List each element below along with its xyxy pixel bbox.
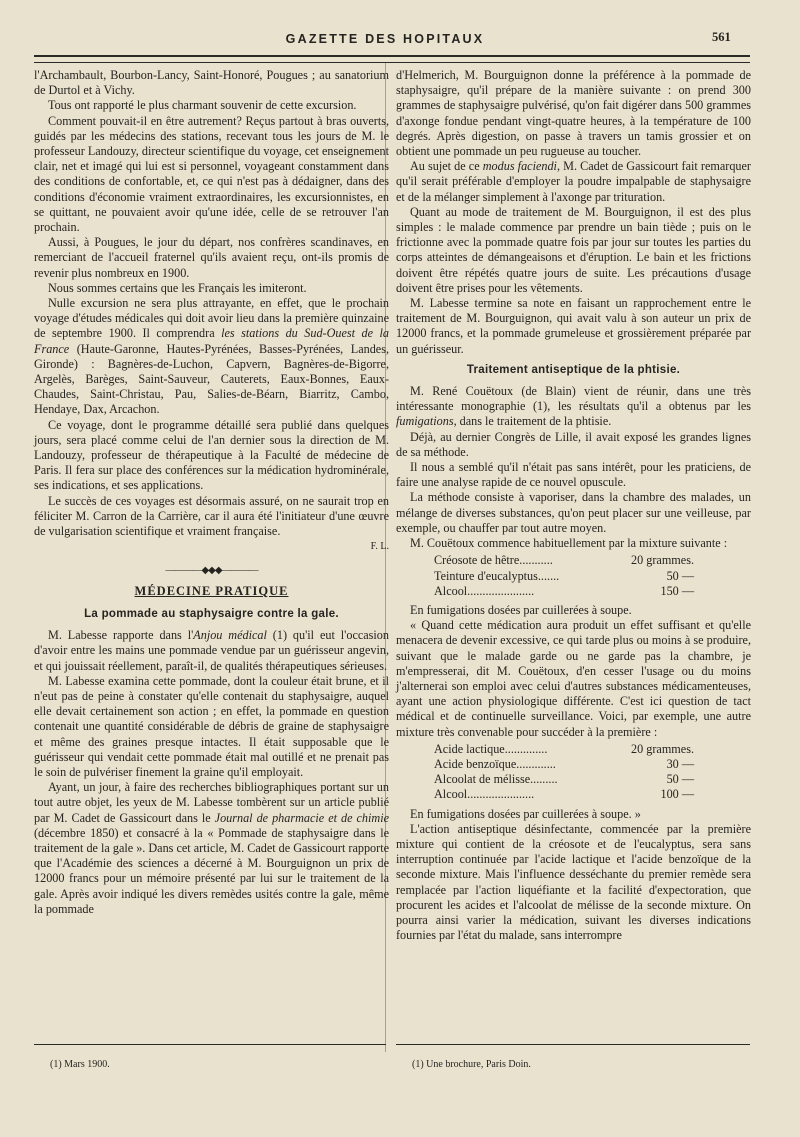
paragraph (396, 384, 751, 430)
text-run: Au sujet de ce (410, 159, 483, 174)
formula-row (434, 569, 694, 584)
paragraph: La méthode consiste à vaporiser, dans la chambre des malades, un mélange de diverses substances, qu'on peut placer sur une veilleuse, par exemple, ou chauffer par tout autre moyen. (396, 490, 751, 535)
header-rule (34, 55, 750, 63)
ingredient-name: Alcoolat de mélisse......... (434, 772, 558, 787)
paragraph: En fumigations dosées par cuillerées à soupe. (410, 602, 632, 617)
ingredient-name: Acide benzoïque............. (434, 756, 556, 771)
formula-row (434, 553, 694, 568)
paragraph: Comment pouvait-il en être autrement? Reçus partout à bras ouverts, guidés par les médecins des stations, recevant tous les jours de M. le professeur Landouzy, directeur scientifique du voyage, cet enseignement clair, net et imagé qui lui est si personnel, voyageant constamment dans des conditions de confortable, et, ce qui n'est pas à dédaigner, dans des conditions d'économie vraiment extraordinaires, les excursionnistes, en se quittant, ne pouvaient avoir qu'une idée, celle de se retrouver l'an prochain. (34, 113, 389, 235)
ingredient-name: Alcool...................... (434, 583, 535, 598)
ingredient-name: Créosote de hêtre........... (434, 553, 553, 568)
paragraph: En fumigations dosées par cuillerées à soupe. » (410, 806, 641, 821)
text-run: (Haute-Garonne, Hautes-Pyrénées, Basses-Pyrénées, Landes, Gironde) : Bagnères-de-Luchon, Capvern, Bagnères-de-Bigorre, Argelès, Barèges, Saint-Sauveur, Cauterets, Eaux-Bonnes, Eaux-Chaudes, Saint-Christau, Pau, Salies-de-Béarn, Biarritz, Cambo, Hendaye, Dax, Arcachon. (34, 341, 389, 417)
formula-row (434, 772, 694, 787)
ingredient-name: Acide lactique.............. (434, 741, 548, 756)
ingredient-quantity: 50 — (666, 568, 694, 583)
paragraph: M. Labesse examina cette pommade, dont la couleur était brune, et il n'eut pas de peine à constater qu'elle contenait du staphysaigre, auquel elle devait certainement son action ; en effet, la pommade en question contenait une quantité considérable de débris de graine de staphysaigre et même des graines presque intactes. Il était supposable que le guérisseur qui vendait cette pommade était mal outillé et ne prenait pas le soin de pulvériser finement la graine qu'il employait. (34, 673, 389, 779)
ingredient-quantity: 30 — (666, 756, 694, 771)
formula-row (434, 742, 694, 757)
paragraph: Ce voyage, dont le programme détaillé sera publié dans quelques jours, sera placé comme celui de l'an dernier sous la direction de M. Landouzy, professeur de thérapeutique à la Faculté de médecine de Paris. Il fera sur place des conférences sur la médication hydrominérale, ses indications, et ses applications. (34, 417, 389, 493)
paragraph (34, 780, 389, 917)
formula-row (434, 787, 694, 802)
text-run: Nulle excursion ne sera plus attrayante, en effet, que le prochain voyage d'études médicales qui doit avoir lieu dans la première quinzaine de septembre 1900. Il comprendra (34, 296, 389, 341)
italic-text: Anjou médical (193, 628, 267, 643)
paragraph (34, 296, 389, 418)
page-header (0, 30, 800, 50)
ingredient-quantity: 50 — (666, 772, 694, 787)
paragraph: « Quand cette médication aura produit un effet suffisant et qu'elle menacera de devenir excessive, ce qui tarde plus ou moins à se produire, suivant que le malade garde ou ne garde pas la chambre, je m'empresserai, dit M. Couëtoux, d'en cesser l'usage ou du moins j'alternerai son emploi avec celui d'autres substances médicamenteuses, ayant une action physiologique différente. C'est ici question de tact médical et de continuelle surveillance. Voici, par exemple, une autre mixture très convenable pour succéder à la première : (396, 618, 751, 739)
footnote-rule-left (34, 1044, 386, 1045)
text-run: (1) qu'il eut l'occasion d'avoir entre les mains une pommade vendue par un guérisseur angevin, et qui jouissait réellement, paraît-il, de qualités thérapeutiques sérieuses. (34, 628, 389, 673)
paragraph: Il nous a semblé qu'il n'était pas sans intérêt, pour les praticiens, de faire une analyse rapide de ce nouvel opuscule. (396, 460, 751, 490)
text-run: M. René Couëtoux (de Blain) vient de réunir, dans une très intéressante monographie (1), les résultats qu'il a obtenus par les (396, 384, 751, 414)
ingredient-quantity: 20 grammes. (631, 741, 694, 756)
paragraph: L'action antiseptique désinfectante, commencée par la première mixture qui contient de la créosote et de l'eucalyptus, sera sans interruption continuée par l'acide lactique et l'acide benzoïque de la seconde mixture. Mais l'influence desséchante du premier remède sera remplacée par l'action liquéfiante et la facilité d'expectoration, que procurent les acides et l'alcoolat de mélisse de la seconde mixture. On pourra ainsi varier la médication, suivant les diverses indications fournies par l'état du malade, sans interrompre (396, 821, 751, 943)
article-subheading: La pommade au staphysaigre contre la gale. (84, 607, 339, 620)
article-subheading: Traitement antiseptique de la phtisie. (466, 363, 681, 376)
left-column (34, 68, 389, 917)
formula-row (434, 757, 694, 772)
footnote-right: (1) Une brochure, Paris Doin. (412, 1059, 531, 1070)
italic-text: modus faciendi (482, 159, 557, 174)
paragraph: Nous sommes certains que les Français les imiteront. (48, 280, 307, 295)
text-run: (décembre 1850) et consacré à la « Pommade de staphysaigre dans le traitement de la gale ». Dans cet article, M. Cadet de Gassicourt rapporte que l'Académie des sciences a décerné à M. Bourguignon un prix de 12000 francs pour un mémoire présenté par lui sur le traitement de la gale. Après avoir indiqué les divers remèdes usités contre la gale, même la pommade (34, 825, 389, 916)
paragraph: Tous ont rapporté le plus charmant souvenir de cette excursion. (48, 98, 357, 113)
paragraph: M. Labesse termine sa note en faisant un rapprochement entre le traitement de M. Bourguignon, qui avait valu à son auteur un prix de 12000 francs, et la pommade grumeleuse et grossièrement préparée par un guérisseur. (396, 296, 751, 356)
ingredient-name: Alcool...................... (434, 787, 535, 802)
formula-list-1 (434, 553, 694, 599)
formula-list-2 (434, 742, 694, 803)
ingredient-quantity: 100 — (660, 787, 694, 802)
footnote-left: (1) Mars 1900. (50, 1059, 110, 1070)
paragraph: M. Couëtoux commence habituellement par la mixture suivante : (410, 536, 728, 551)
journal-title: GAZETTE DES HOPITAUX (285, 32, 485, 46)
section-title: MÉDECINE PRATIQUE (134, 583, 289, 598)
ornamental-divider: ————◆◆◆———— (165, 564, 258, 576)
paragraph: l'Archambault, Bourbon-Lancy, Saint-Honoré, Pougues ; au sanatorium de Durtol et à Vichy. (34, 68, 389, 98)
text-run: , M. Cadet de Gassicourt fait remarquer qu'il serait préférable d'employer la poudre impalpable de staphysaigre et de la mélanger simplement à l'axonge par trituration. (396, 159, 751, 204)
ingredient-quantity: 150 — (660, 583, 694, 598)
paragraph: Quant au mode de traitement de M. Bourguignon, il est des plus simples : le malade commence par prendre un bain tiède ; puis on le frictionne avec la pommade quatre fois par jour sur toutes les parties du corps atteintes de démangeaisons et d'éruption. Le bain et les frictions doivent être répétés quatre jours de suite. Les précautions d'usage doivent être prises pour les vêtements. (396, 204, 751, 295)
text-run: , dans le traitement de la phtisie. (453, 414, 612, 429)
italic-text: Journal de pharmacie et de chimie (214, 810, 389, 825)
formula-row (434, 584, 694, 599)
right-column (396, 68, 751, 943)
page-number: 561 (712, 30, 731, 44)
italic-text: les stations du Sud-Ouest de la France (34, 326, 389, 356)
paragraph: d'Helmerich, M. Bourguignon donne la préférence à la pommade de staphysaigre, qu'il prépare de la manière suivante : on prend 300 grammes de staphysaigre pulvérisé, qu'on fait digérer dans 500 grammes d'axonge fondue pendant vingt-quatre heures, à la température de 100 degrés. Après digestion, on passe à travers un tamis grossier et on obtient une pommade un peu rugueuse au toucher. (396, 68, 751, 159)
italic-text: fumigations (396, 414, 454, 429)
paragraph: Le succès de ces voyages est désormais assuré, on ne saurait trop en féliciter M. Carron de la Carrière, car il aura été l'initiateur d'une œuvre de vulgarisation scientifique et vraiment française. (34, 493, 389, 539)
paragraph (396, 159, 751, 205)
text-run: M. Labesse rapporte dans l' (48, 628, 194, 643)
footnote-rule-right (396, 1044, 750, 1045)
ingredient-name: Teinture d'eucalyptus....... (434, 568, 560, 583)
text-run: Ayant, un jour, à faire des recherches bibliographiques portant sur un tout autre objet, les yeux de M. Labesse tombèrent sur un article publié par M. Cadet de Gassicourt dans le (34, 780, 389, 825)
paragraph: Déjà, au dernier Congrès de Lille, il avait exposé les grandes lignes de sa méthode. (396, 429, 751, 459)
paragraph (34, 628, 389, 674)
paragraph: Aussi, à Pougues, le jour du départ, nos confrères scandinaves, en remerciant de l'accueil fraternel qu'ils avaient reçu, ont-ils promis de revenir plus nombreux en 1900. (34, 235, 389, 280)
article-signature: F. L. (370, 541, 389, 553)
ingredient-quantity: 20 grammes. (631, 553, 694, 568)
